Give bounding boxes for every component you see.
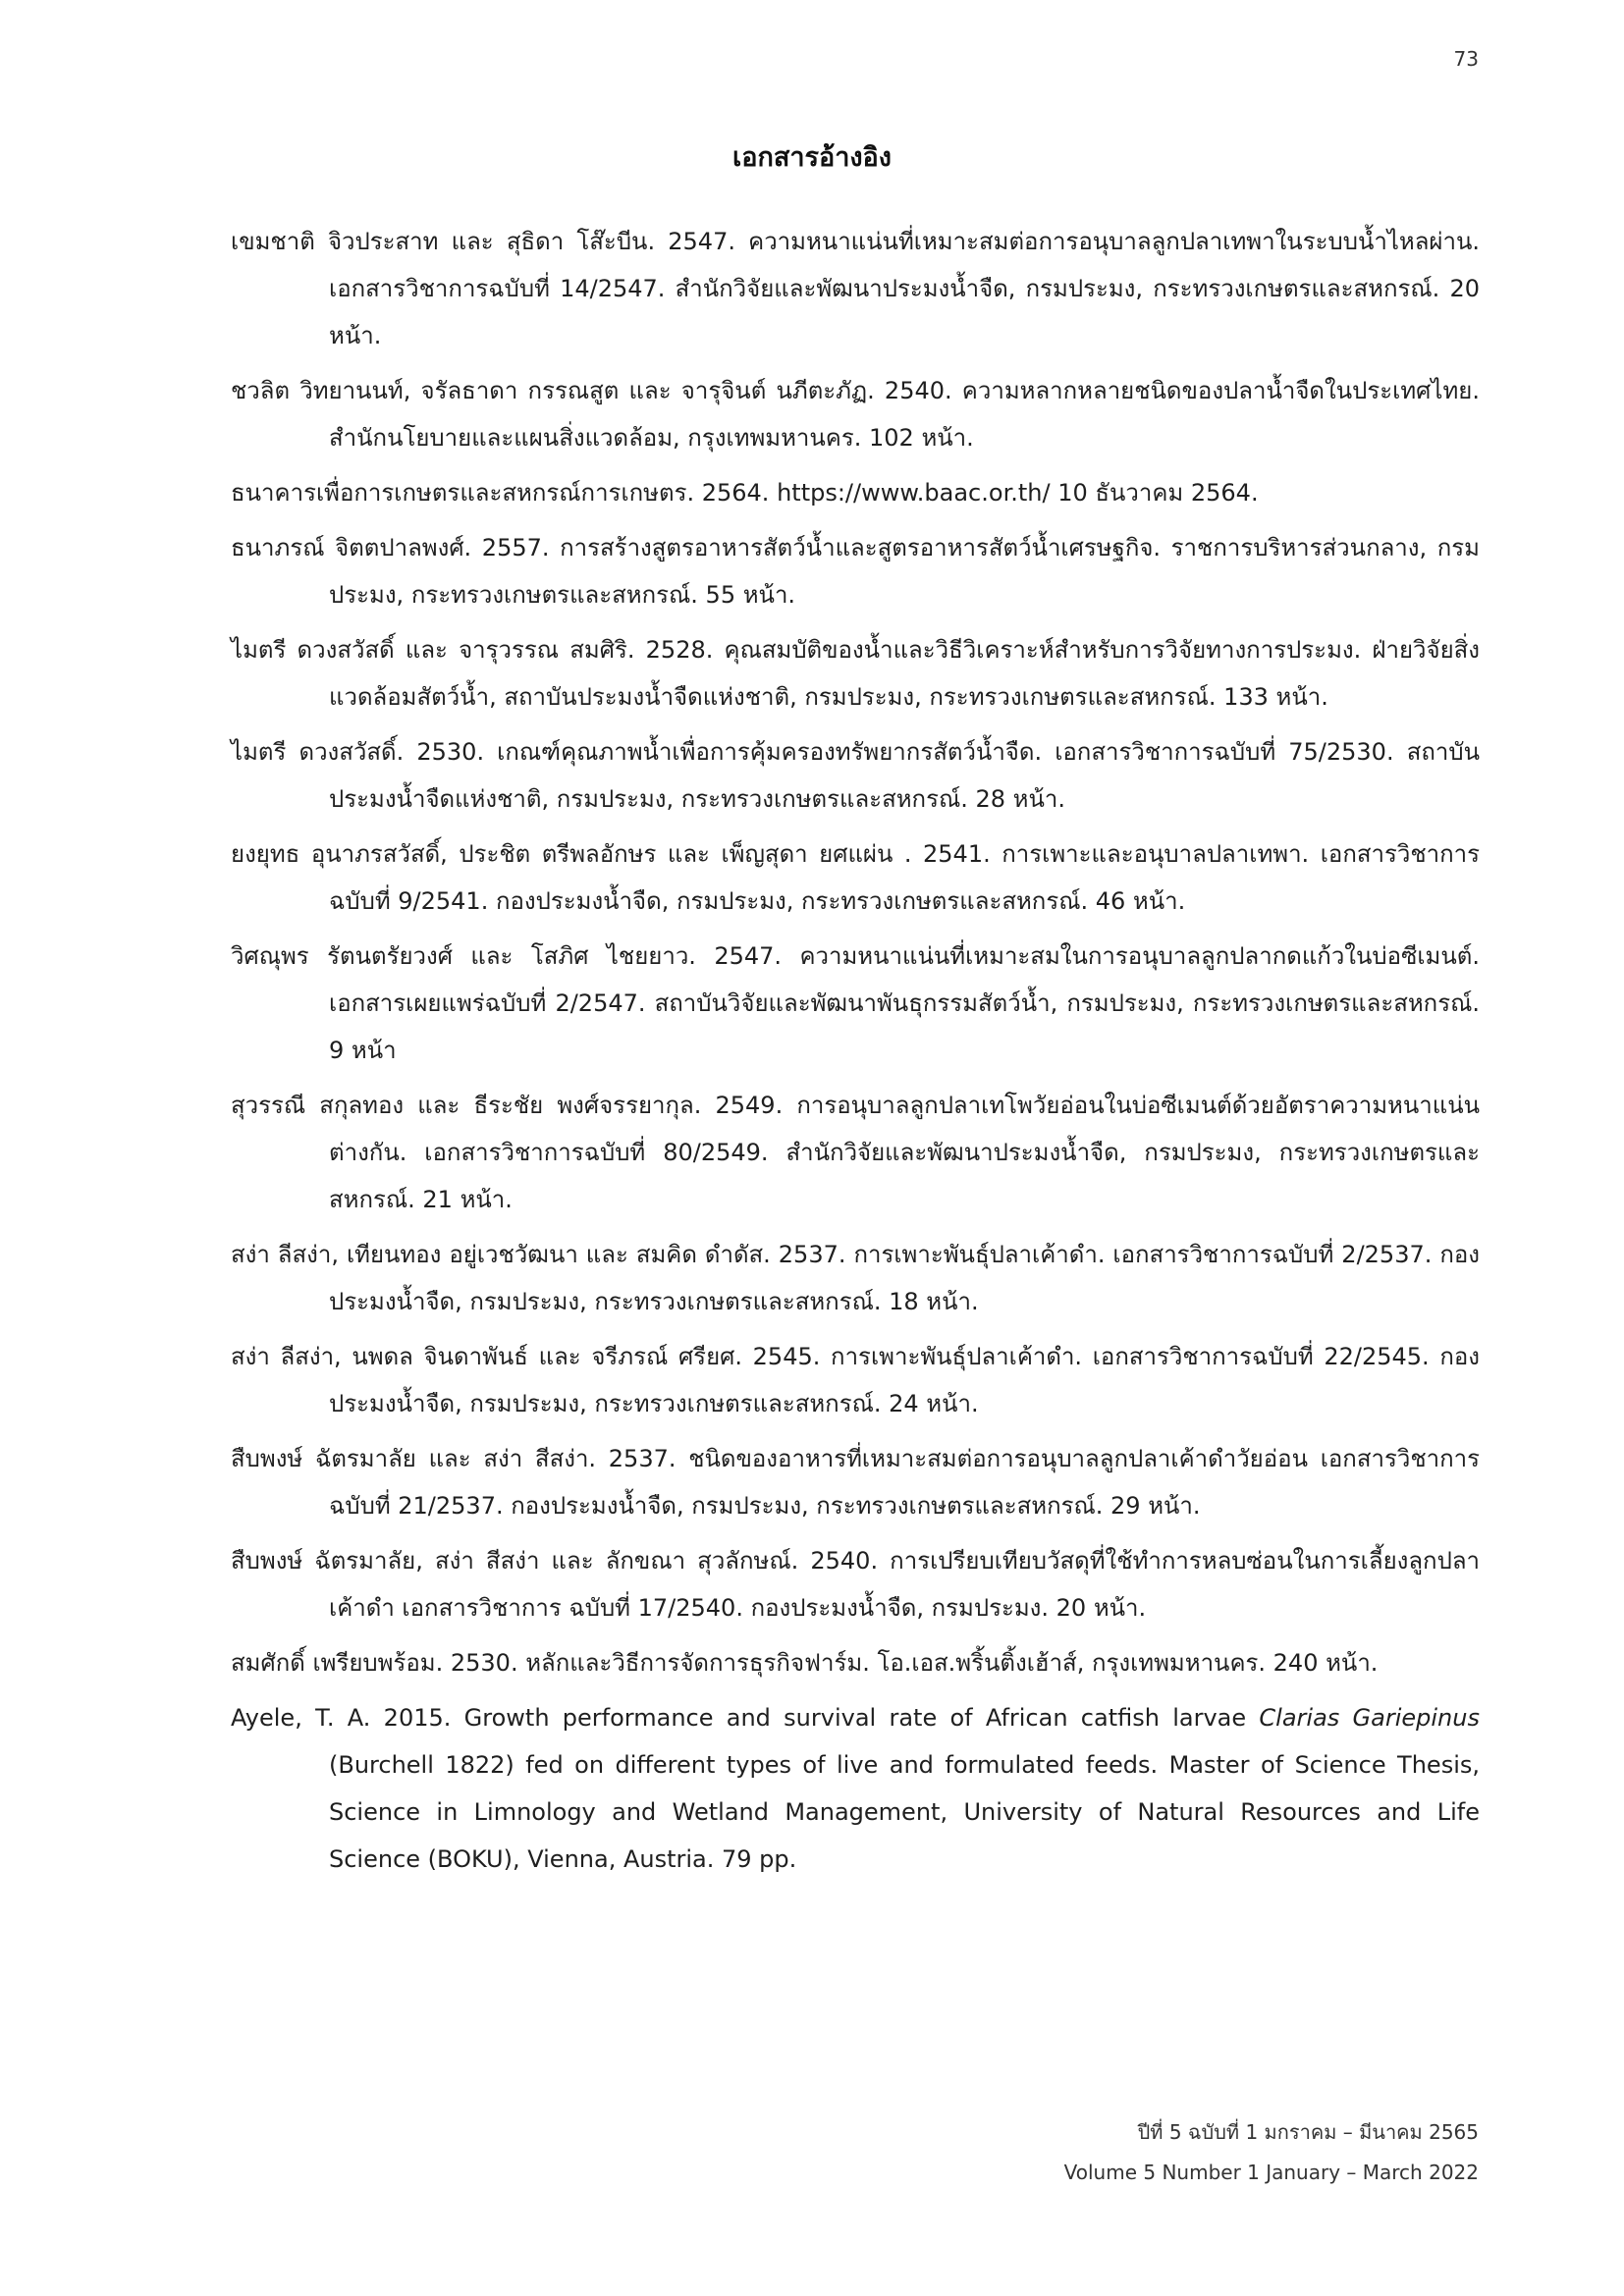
reference-item: สง่า ลีสง่า, นพดล จินดาพันธ์ และ จรีภรณ์ ศรียศ. 2545. การเพาะพันธุ์ปลาเค้าดำ. เอกสารวิชาการฉบับที่ 22/2545. กองประมงน้ำจืด, กรมประมง, กระทรวงเกษตรและสหกรณ์. 24 หน้า.	[231, 1343, 1480, 1417]
page-number: 73	[1453, 47, 1479, 71]
reference-item: สืบพงษ์ ฉัตรมาลัย และ สง่า สีสง่า. 2537. ชนิดของอาหารที่เหมาะสมต่อการอนุบาลลูกปลาเค้าดำวัยอ่อน เอกสารวิชาการ ฉบับที่ 21/2537. กองประมงน้ำจืด, กรมประมง, กระทรวงเกษตรและสหกรณ์. 29 หน้า.	[231, 1445, 1480, 1520]
reference-item: สุวรรณี สกุลทอง และ ธีระชัย พงศ์จรรยากุล. 2549. การอนุบาลลูกปลาเทโพวัยอ่อนในบ่อซีเมนต์ด้วยอัตราความหนาแน่นต่างกัน. เอกสารวิชาการฉบับที่ 80/2549. สำนักวิจัยและพัฒนาประมงน้ำจืด, กรมประมง, กระทรวงเกษตรและสหกรณ์. 21 หน้า.	[231, 1092, 1480, 1213]
reference-item: วิศณุพร รัตนตรัยวงศ์ และ โสภิศ ไชยยาว. 2547. ความหนาแน่นที่เหมาะสมในการอนุบาลลูกปลากดแก้วในบ่อซีเมนต์. เอกสารเผยแพร่ฉบับที่ 2/2547. สถาบันวิจัยและพัฒนาพันธุกรรมสัตว์น้ำ, กรมประมง, กระทรวงเกษตรและสหกรณ์. 9 หน้า	[231, 942, 1480, 1064]
reference-item: ธนาคารเพื่อการเกษตรและสหกรณ์การเกษตร. 2564. https://www.baac.or.th/ 10 ธันวาคม 2564.	[231, 479, 1259, 507]
reference-list	[231, 218, 1480, 1891]
reference-item: เขมชาติ จิวประสาท และ สุธิดา โส๊ะบีน. 2547. ความหนาแน่นที่เหมาะสมต่อการอนุบาลลูกปลาเทพาในระบบน้ำไหลผ่าน. เอกสารวิชาการฉบับที่ 14/2547. สำนักวิจัยและพัฒนาประมงน้ำจืด, กรมประมง, กระทรวงเกษตรและสหกรณ์. 20 หน้า.	[231, 228, 1480, 349]
reference-text: Ayele, T. A. 2015. Growth performance and survival rate of African catfish larvae	[231, 1704, 1260, 1732]
reference-item-ayele	[231, 1694, 1480, 1883]
reference-item: สมศักดิ์ เพรียบพร้อม. 2530. หลักและวิธีการจัดการธุรกิจฟาร์ม. โอ.เอส.พริ้นติ้งเฮ้าส์, กรุงเทพมหานคร. 240 หน้า.	[231, 1649, 1379, 1677]
reference-item: ธนาภรณ์ จิตตปาลพงศ์. 2557. การสร้างสูตรอาหารสัตว์น้ำและสูตรอาหารสัตว์น้ำเศรษฐกิจ. ราชการบริหารส่วนกลาง, กรมประมง, กระทรวงเกษตรและสหกรณ์. 55 หน้า.	[231, 534, 1480, 609]
species-name: Clarias Gariepinus	[1259, 1704, 1480, 1732]
footer-volume-english: Volume 5 Number 1 January – March 2022	[1063, 2161, 1479, 2184]
reference-item: ชวลิต วิทยานนท์, จรัลธาดา กรรณสูต และ จารุจินต์ นภีตะภัฏ. 2540. ความหลากหลายชนิดของปลาน้ำจืดในประเทศไทย. สำนักนโยบายและแผนสิ่งแวดล้อม, กรุงเทพมหานคร. 102 หน้า.	[231, 377, 1480, 452]
footer-volume-thai: ปีที่ 5 ฉบับที่ 1 มกราคม – มีนาคม 2565	[1137, 2120, 1479, 2144]
reference-item: สง่า ลีสง่า, เทียนทอง อยู่เวชวัฒนา และ สมคิด ดำดัส. 2537. การเพาะพันธุ์ปลาเค้าดำ. เอกสารวิชาการฉบับที่ 2/2537. กองประมงน้ำจืด, กรมประมง, กระทรวงเกษตรและสหกรณ์. 18 หน้า.	[231, 1241, 1480, 1315]
page-title: เอกสารอ้างอิง	[732, 142, 892, 173]
reference-item: ยงยุทธ อุนาภรสวัสดิ์, ประชิต ตรีพลอักษร และ เพ็ญสุดา ยศแผ่น . 2541. การเพาะและอนุบาลปลาเทพา. เอกสารวิชาการฉบับที่ 9/2541. กองประมงน้ำจืด, กรมประมง, กระทรวงเกษตรและสหกรณ์. 46 หน้า.	[231, 840, 1480, 915]
reference-item: สืบพงษ์ ฉัตรมาลัย, สง่า สีสง่า และ ลักขณา สุวลักษณ์. 2540. การเปรียบเทียบวัสดุที่ใช้ทำการหลบซ่อนในการเลี้ยงลูกปลาเค้าดำ เอกสารวิชาการ ฉบับที่ 17/2540. กองประมงน้ำจืด, กรมประมง. 20 หน้า.	[231, 1547, 1480, 1622]
reference-item: ไมตรี ดวงสวัสดิ์. 2530. เกณฑ์คุณภาพน้ำเพื่อการคุ้มครองทรัพยากรสัตว์น้ำจืด. เอกสารวิชาการฉบับที่ 75/2530. สถาบันประมงน้ำจืดแห่งชาติ, กรมประมง, กระทรวงเกษตรและสหกรณ์. 28 หน้า.	[231, 738, 1480, 813]
reference-text: (Burchell 1822) fed on different types of live and formulated feeds. Master of Science Thesis, Science in Limnology and Wetland Management, University of Natural Resources and Life Science (BOKU), Vienna, Austria. 79 pp.	[329, 1751, 1480, 1873]
reference-item: ไมตรี ดวงสวัสดิ์ และ จารุวรรณ สมศิริ. 2528. คุณสมบัติของน้ำและวิธีวิเคราะห์สำหรับการวิจัยทางการประมง. ฝ่ายวิจัยสิ่งแวดล้อมสัตว์น้ำ, สถาบันประมงน้ำจืดแห่งชาติ, กรมประมง, กระทรวงเกษตรและสหกรณ์. 133 หน้า.	[231, 636, 1480, 711]
